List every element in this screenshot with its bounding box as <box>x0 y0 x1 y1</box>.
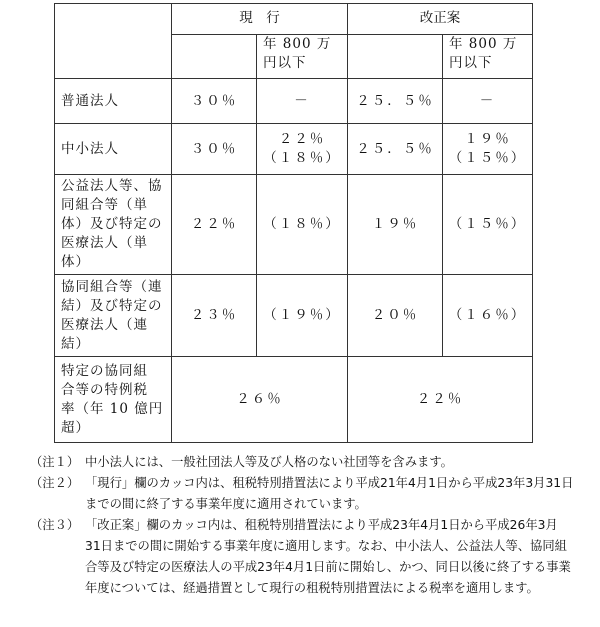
current-rate: ２３％ <box>172 275 257 357</box>
table-row <box>55 357 533 443</box>
row-label <box>55 357 172 443</box>
row-label-text-line: 普通法人 <box>61 92 119 109</box>
proposed-sub-rate-text-line: （１６％） <box>448 307 527 323</box>
current-sub-rate-text <box>257 92 347 111</box>
proposed-sub-rate-text <box>443 92 532 111</box>
notes <box>30 452 590 599</box>
note-text: 「改正案」欄のカッコ内は、租税特別措置法により平成23年4月1日から平成26年3月 <box>85 518 558 532</box>
note-item <box>30 452 590 473</box>
note-text: 中小法人には、一般社団法人等及び人格のない社団等を含みます。 <box>85 455 453 469</box>
note-text: までの間に終了する事業年度に適用されています。 <box>85 497 367 511</box>
proposed-sub-rate-text-line: １９％ <box>464 131 511 147</box>
row-label <box>55 175 172 275</box>
proposed-sub-rate-text-line: － <box>479 92 496 109</box>
table-row <box>55 175 533 275</box>
row-label-text-line: 体）及び特定の <box>61 216 163 232</box>
proposed-rate: ２０％ <box>348 275 443 357</box>
row-label-text <box>61 140 171 159</box>
row-label-text-line: 結） <box>61 335 90 352</box>
row-label-text-line: 公益法人等、協 <box>61 178 163 194</box>
proposed-sub-rate <box>443 275 533 357</box>
note-label: （注１） <box>30 455 80 469</box>
header-proposed: 改正案 <box>348 4 533 35</box>
row-label-text-line: 医療法人（単 <box>61 235 148 251</box>
proposed-rate: ２５．５％ <box>348 79 443 124</box>
note-label: （注２） <box>30 476 80 490</box>
corner-cell <box>55 4 172 79</box>
row-label-text-line: 超） <box>61 419 90 436</box>
header-current: 現 行 <box>172 4 348 35</box>
current-sub-rate-text-line: （１９％） <box>263 307 341 323</box>
proposed-sub-rate <box>443 124 533 175</box>
current-sub-rate <box>257 175 348 275</box>
table-row <box>55 124 533 175</box>
row-label-text <box>61 362 171 438</box>
note-text: 合等及び特定の医療法人の平成23年4月1日前に開始し、かつ、同日以後に終了する事業 <box>85 560 571 574</box>
row-label <box>55 275 172 357</box>
current-sub-rate-text <box>257 306 347 325</box>
current-sub-rate <box>257 79 348 124</box>
row-label-text-line: 体） <box>61 254 90 270</box>
current-sub-rate-text-line: － <box>294 92 310 109</box>
current-sub-rate-text-line: （１８％） <box>263 150 341 166</box>
row-label <box>55 124 172 175</box>
note-text: 年度については、経過措置として現行の租税特別措置法による税率を適用します。 <box>85 581 539 595</box>
note-label: （注３） <box>30 518 80 532</box>
current-sub-rate <box>257 124 348 175</box>
current-rate-merged: ２６％ <box>172 357 348 443</box>
proposed-rate: ２５．５％ <box>348 124 443 175</box>
tax-rate-table <box>54 3 533 443</box>
header-current-sub: 年 800 万 円以下 <box>257 35 348 79</box>
header-proposed-sub: 年 800 万 円以下 <box>443 35 533 79</box>
proposed-sub-rate <box>443 79 533 124</box>
current-sub-rate-text <box>257 215 347 234</box>
proposed-rate-merged: ２２％ <box>348 357 533 443</box>
row-label-text-line: 特定の協同組 <box>61 362 148 379</box>
row-label-text-line: 医療法人（連 <box>61 316 148 333</box>
row-label <box>55 79 172 124</box>
proposed-sub-rate-text-line: （１５％） <box>448 150 527 166</box>
proposed-sub-rate-text <box>443 306 532 325</box>
proposed-sub-rate-text-line: （１５％） <box>448 216 527 232</box>
row-label-text <box>61 177 171 272</box>
note-text: 31日までの間に開始する事業年度に適用します。なお、中小法人、公益法人等、協同組 <box>85 539 567 553</box>
row-label-text <box>61 92 171 111</box>
row-label-text <box>61 278 171 354</box>
note-item <box>30 473 590 515</box>
row-label-text-line: 合等の特例税 <box>61 381 148 398</box>
row-label-text-line: 中小法人 <box>61 140 119 157</box>
current-sub-rate-text <box>257 130 347 168</box>
note-item <box>30 515 590 599</box>
table-row <box>55 79 533 124</box>
row-label-text-line: 協同組合等（連 <box>61 278 163 295</box>
header-proposed-rate-cell <box>348 35 443 79</box>
current-rate: ３０％ <box>172 124 257 175</box>
current-sub-rate-text-line: （１８％） <box>263 216 341 232</box>
table-row <box>55 275 533 357</box>
current-rate: ３０％ <box>172 79 257 124</box>
current-sub-rate-text-line: ２２％ <box>278 131 326 147</box>
row-label-text-line: 結）及び特定の <box>61 297 163 314</box>
header-current-rate-cell <box>172 35 257 79</box>
proposed-sub-rate-text <box>443 130 532 168</box>
note-text: 「現行」欄のカッコ内は、租税特別措置法により平成21年4月1日から平成23年3月31日 <box>85 476 574 490</box>
proposed-sub-rate <box>443 175 533 275</box>
proposed-sub-rate-text <box>443 215 532 234</box>
current-rate: ２２％ <box>172 175 257 275</box>
row-label-text-line: 同組合等（単 <box>61 197 148 213</box>
current-sub-rate <box>257 275 348 357</box>
row-label-text-line: 率（年 10 億円 <box>61 400 164 417</box>
proposed-rate: １９％ <box>348 175 443 275</box>
